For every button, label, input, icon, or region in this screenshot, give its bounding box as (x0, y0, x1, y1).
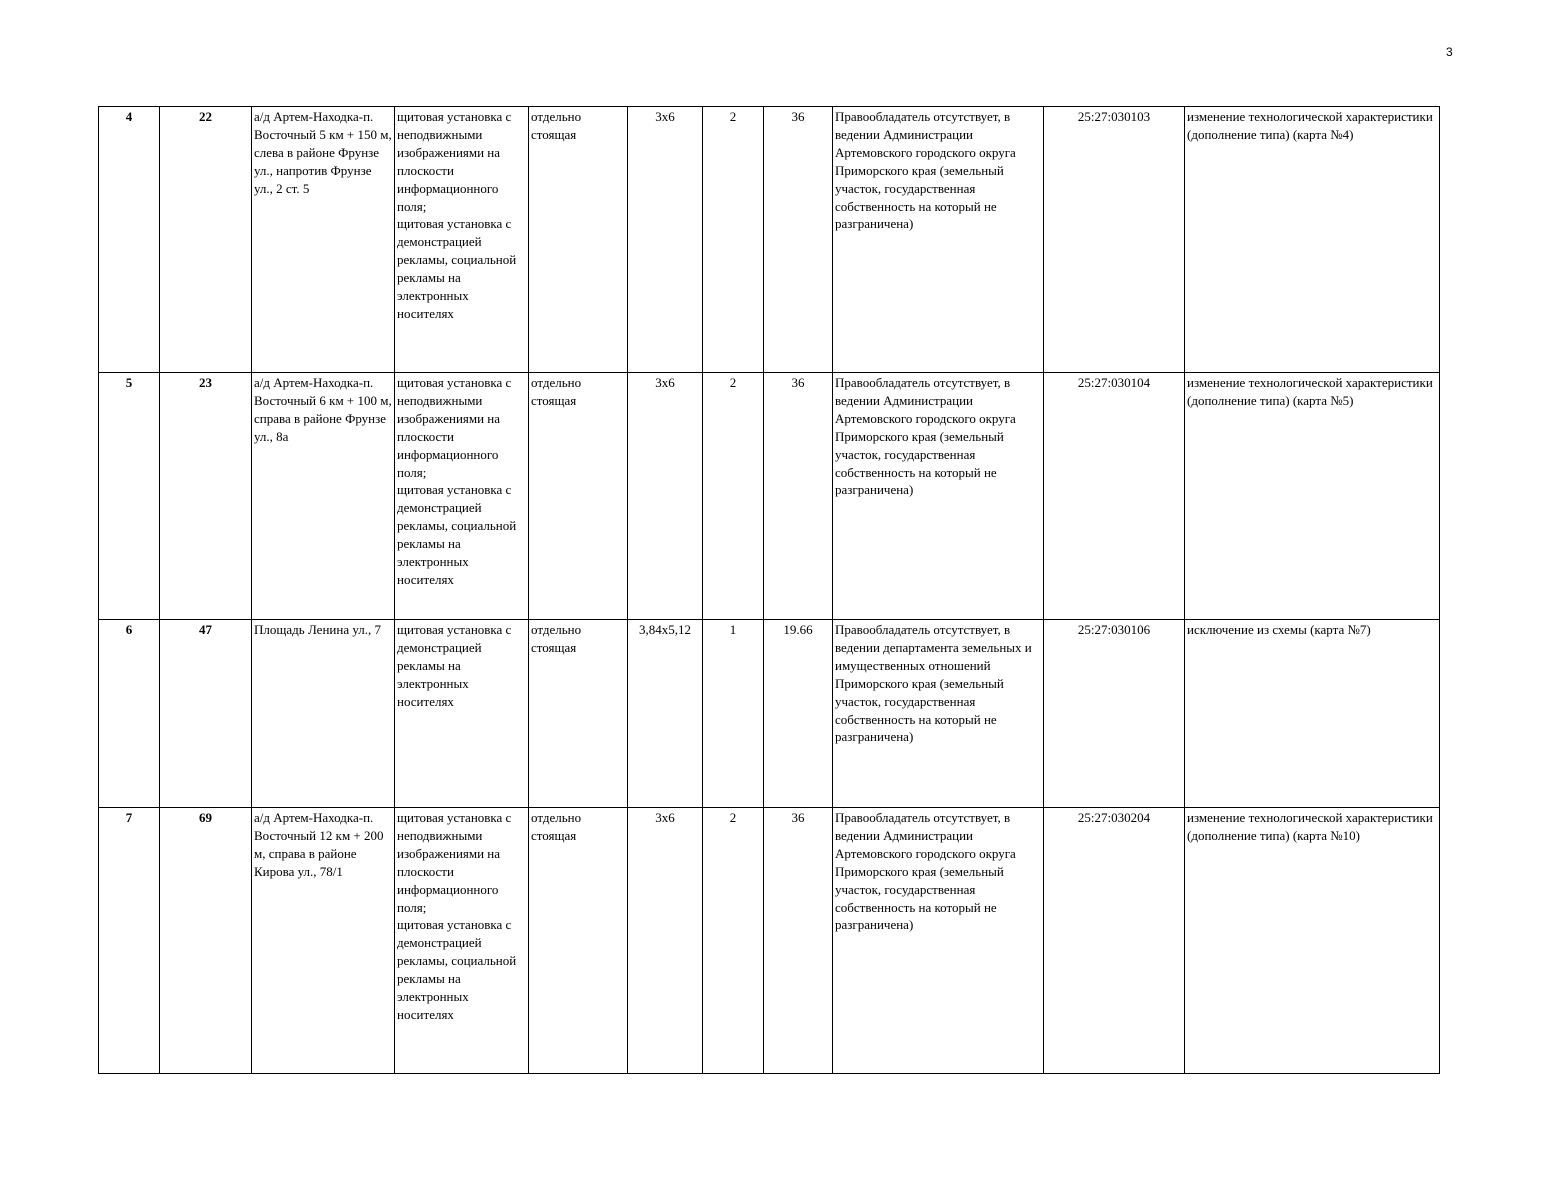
structure-id-cell: 69 (160, 808, 252, 1074)
change-cell: изменение технологической характеристики (дополнение типа) (карта №10) (1185, 808, 1440, 1074)
address-cell: а/д Артем-Находка-п. Восточный 6 км + 100 м, справа в районе Фрунзе ул., 8а (252, 373, 395, 620)
owner-cell: Правообладатель отсутствует, в ведении департамента земельных и имущественных отношений Приморского края (земельный участок, государственная собственность на который не разграничена) (833, 620, 1044, 808)
size-cell: 3x6 (628, 373, 703, 620)
page-number: 3 (1446, 45, 1453, 59)
sides-cell: 2 (703, 107, 764, 373)
sides-cell: 2 (703, 373, 764, 620)
size-cell: 3,84x5,12 (628, 620, 703, 808)
cadastral-cell: 25:27:030204 (1044, 808, 1185, 1074)
size-cell: 3x6 (628, 107, 703, 373)
row-number-cell: 6 (99, 620, 160, 808)
table-row (99, 373, 1440, 620)
area-cell: 36 (764, 373, 833, 620)
cadastral-cell: 25:27:030103 (1044, 107, 1185, 373)
change-cell: исключение из схемы (карта №7) (1185, 620, 1440, 808)
change-cell: изменение технологической характеристики (дополнение типа) (карта №4) (1185, 107, 1440, 373)
change-cell: изменение технологической характеристики (дополнение типа) (карта №5) (1185, 373, 1440, 620)
structure-id-cell: 23 (160, 373, 252, 620)
area-cell: 36 (764, 808, 833, 1074)
table-row (99, 107, 1440, 373)
structure-id-cell: 47 (160, 620, 252, 808)
table-row (99, 808, 1440, 1074)
placement-cell: отдельно стоящая (529, 107, 628, 373)
owner-cell: Правообладатель отсутствует, в ведении Администрации Артемовского городского округа Приморского края (земельный участок, государственная собственность на который не разграничена) (833, 808, 1044, 1074)
placement-cell: отдельно стоящая (529, 620, 628, 808)
address-cell: а/д Артем-Находка-п. Восточный 5 км + 150 м, слева в районе Фрунзе ул., напротив Фрунзе ул., 2 ст. 5 (252, 107, 395, 373)
structure-id-cell: 22 (160, 107, 252, 373)
address-cell: а/д Артем-Находка-п. Восточный 12 км + 200 м, справа в районе Кирова ул., 78/1 (252, 808, 395, 1074)
cadastral-cell: 25:27:030104 (1044, 373, 1185, 620)
placement-cell: отдельно стоящая (529, 808, 628, 1074)
row-number-cell: 4 (99, 107, 160, 373)
row-number-cell: 7 (99, 808, 160, 1074)
structure-type-cell: щитовая установка с неподвижными изображениями на плоскости информационного поля; щитовая установка с демонстрацией рекламы, социальной рекламы на электронных носителях (395, 373, 529, 620)
structure-type-cell: щитовая установка с неподвижными изображениями на плоскости информационного поля; щитовая установка с демонстрацией рекламы, социальной рекламы на электронных носителях (395, 808, 529, 1074)
table-row (99, 620, 1440, 808)
sides-cell: 2 (703, 808, 764, 1074)
structure-type-cell: щитовая установка с неподвижными изображениями на плоскости информационного поля; щитовая установка с демонстрацией рекламы, социальной рекламы на электронных носителях (395, 107, 529, 373)
row-number-cell: 5 (99, 373, 160, 620)
sides-cell: 1 (703, 620, 764, 808)
advertising-structures-table (98, 106, 1440, 1074)
owner-cell: Правообладатель отсутствует, в ведении Администрации Артемовского городского округа Приморского края (земельный участок, государственная собственность на который не разграничена) (833, 373, 1044, 620)
cadastral-cell: 25:27:030106 (1044, 620, 1185, 808)
address-cell: Площадь Ленина ул., 7 (252, 620, 395, 808)
area-cell: 19.66 (764, 620, 833, 808)
owner-cell: Правообладатель отсутствует, в ведении Администрации Артемовского городского округа Приморского края (земельный участок, государственная собственность на который не разграничена) (833, 107, 1044, 373)
structure-type-cell: щитовая установка с демонстрацией рекламы на электронных носителях (395, 620, 529, 808)
size-cell: 3x6 (628, 808, 703, 1074)
area-cell: 36 (764, 107, 833, 373)
placement-cell: отдельно стоящая (529, 373, 628, 620)
